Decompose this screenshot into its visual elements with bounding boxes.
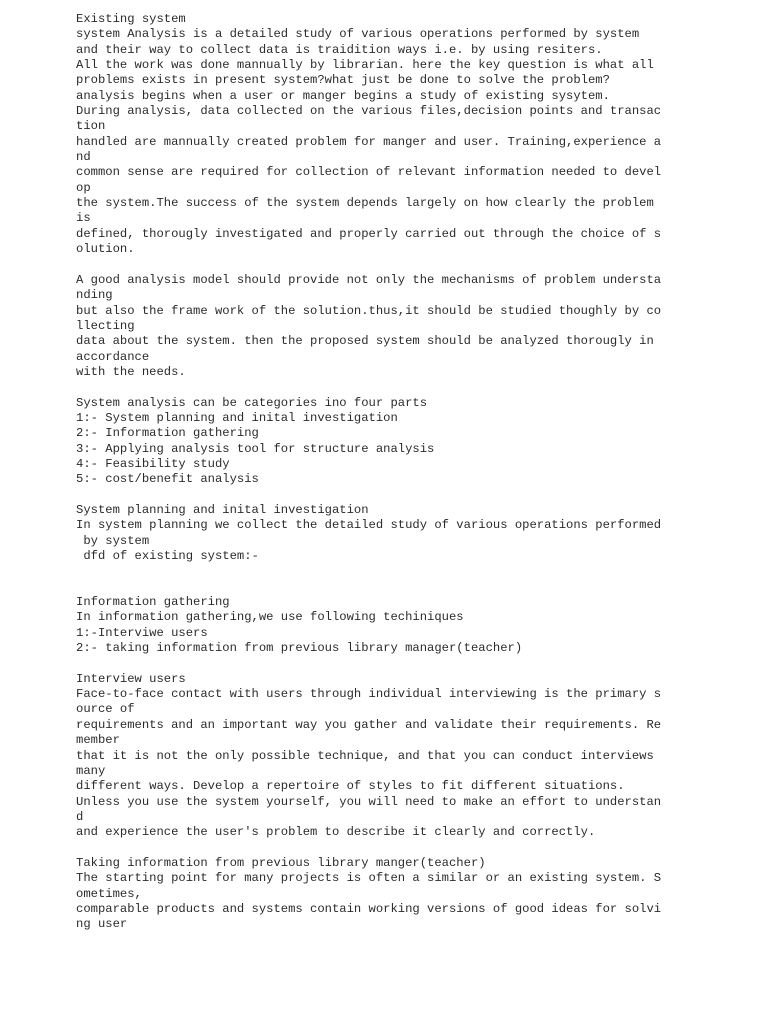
text-line: and experience the user's problem to describe it clearly and correctly. (76, 825, 596, 840)
text-line: In information gathering,we use following techiniques (76, 610, 464, 625)
text-line: ng user (76, 917, 128, 932)
text-line (76, 841, 676, 856)
text-line (76, 380, 676, 395)
text-line: handled are mannually created problem for manger and user. Training,experience a (76, 134, 662, 149)
text-line: 3:- Applying analysis tool for structure analysis (76, 441, 435, 456)
document-body (76, 12, 676, 933)
text-line: 4:- Feasibility study (76, 456, 230, 471)
text-line: with the needs. (76, 364, 186, 379)
text-line: 2:- Information gathering (76, 426, 259, 441)
text-line: ource of (76, 702, 135, 717)
text-line: All the work was done mannually by librarian. here the key question is what all (76, 58, 654, 73)
text-line: system Analysis is a detailed study of various operations performed by system (76, 27, 640, 42)
text-line: 2:- taking information from previous library manager(teacher) (76, 641, 523, 656)
text-line: problems exists in present system?what just be done to solve the problem? (76, 73, 610, 88)
text-line: 1:-Interviwe users (76, 625, 208, 640)
text-line (76, 656, 676, 671)
text-line: and their way to collect data is traidition ways i.e. by using resiters. (76, 42, 603, 57)
text-line (76, 564, 676, 579)
text-line: System analysis can be categories ino four parts (76, 395, 428, 410)
text-line: nding (76, 288, 113, 303)
text-line: is (76, 211, 91, 226)
text-line (76, 488, 676, 503)
text-line: comparable products and systems contain working versions of good ideas for solvi (76, 901, 662, 916)
text-line: Face-to-face contact with users through individual interviewing is the primary s (76, 687, 662, 702)
text-line: op (76, 180, 91, 195)
text-line: requirements and an important way you gather and validate their requirements. Re (76, 717, 662, 732)
text-line: member (76, 733, 120, 748)
text-line: data about the system. then the proposed system should be analyzed thorougly in (76, 334, 654, 349)
text-line: Existing system (76, 12, 186, 26)
text-line: In system planning we collect the detailed study of various operations performed (76, 518, 662, 533)
text-line: The starting point for many projects is often a similar or an existing system. S (76, 871, 662, 886)
text-line: olution. (76, 242, 135, 257)
text-line: nd (76, 150, 91, 165)
text-line: During analysis, data collected on the various files,decision points and transac (76, 104, 662, 119)
text-line: analysis begins when a user or manger begins a study of existing sysytem. (76, 88, 610, 103)
text-line: ometimes, (76, 886, 142, 901)
text-line: but also the frame work of the solution.thus,it should be studied thoughly by co (76, 303, 662, 318)
text-line: Interview users (76, 671, 186, 686)
text-line (76, 258, 676, 273)
text-line: dfd of existing system:- (76, 549, 259, 564)
text-line: Unless you use the system yourself, you will need to make an effort to understan (76, 794, 662, 809)
text-line: that it is not the only possible technique, and that you can conduct interviews (76, 748, 654, 763)
text-line: 5:- cost/benefit analysis (76, 472, 259, 487)
text-line: by system (76, 533, 150, 548)
text-line: accordance (76, 349, 150, 364)
text-line: A good analysis model should provide not only the mechanisms of problem understa (76, 272, 662, 287)
text-line: tion (76, 119, 106, 134)
text-line: d (76, 809, 84, 824)
text-line: common sense are required for collection of relevant information needed to devel (76, 165, 662, 180)
text-line: System planning and inital investigation (76, 503, 369, 517)
text-line: many (76, 763, 106, 778)
text-line: the system.The success of the system depends largely on how clearly the problem (76, 196, 654, 211)
text-line: llecting (76, 318, 135, 333)
text-line: 1:- System planning and inital investigation (76, 410, 398, 425)
text-line: defined, thorougly investigated and properly carried out through the choice of s (76, 226, 662, 241)
text-line: different ways. Develop a repertoire of styles to fit different situations. (76, 779, 625, 794)
text-line: Taking information from previous library manger(teacher) (76, 855, 486, 870)
text-line (76, 580, 676, 595)
text-line: Information gathering (76, 595, 230, 610)
